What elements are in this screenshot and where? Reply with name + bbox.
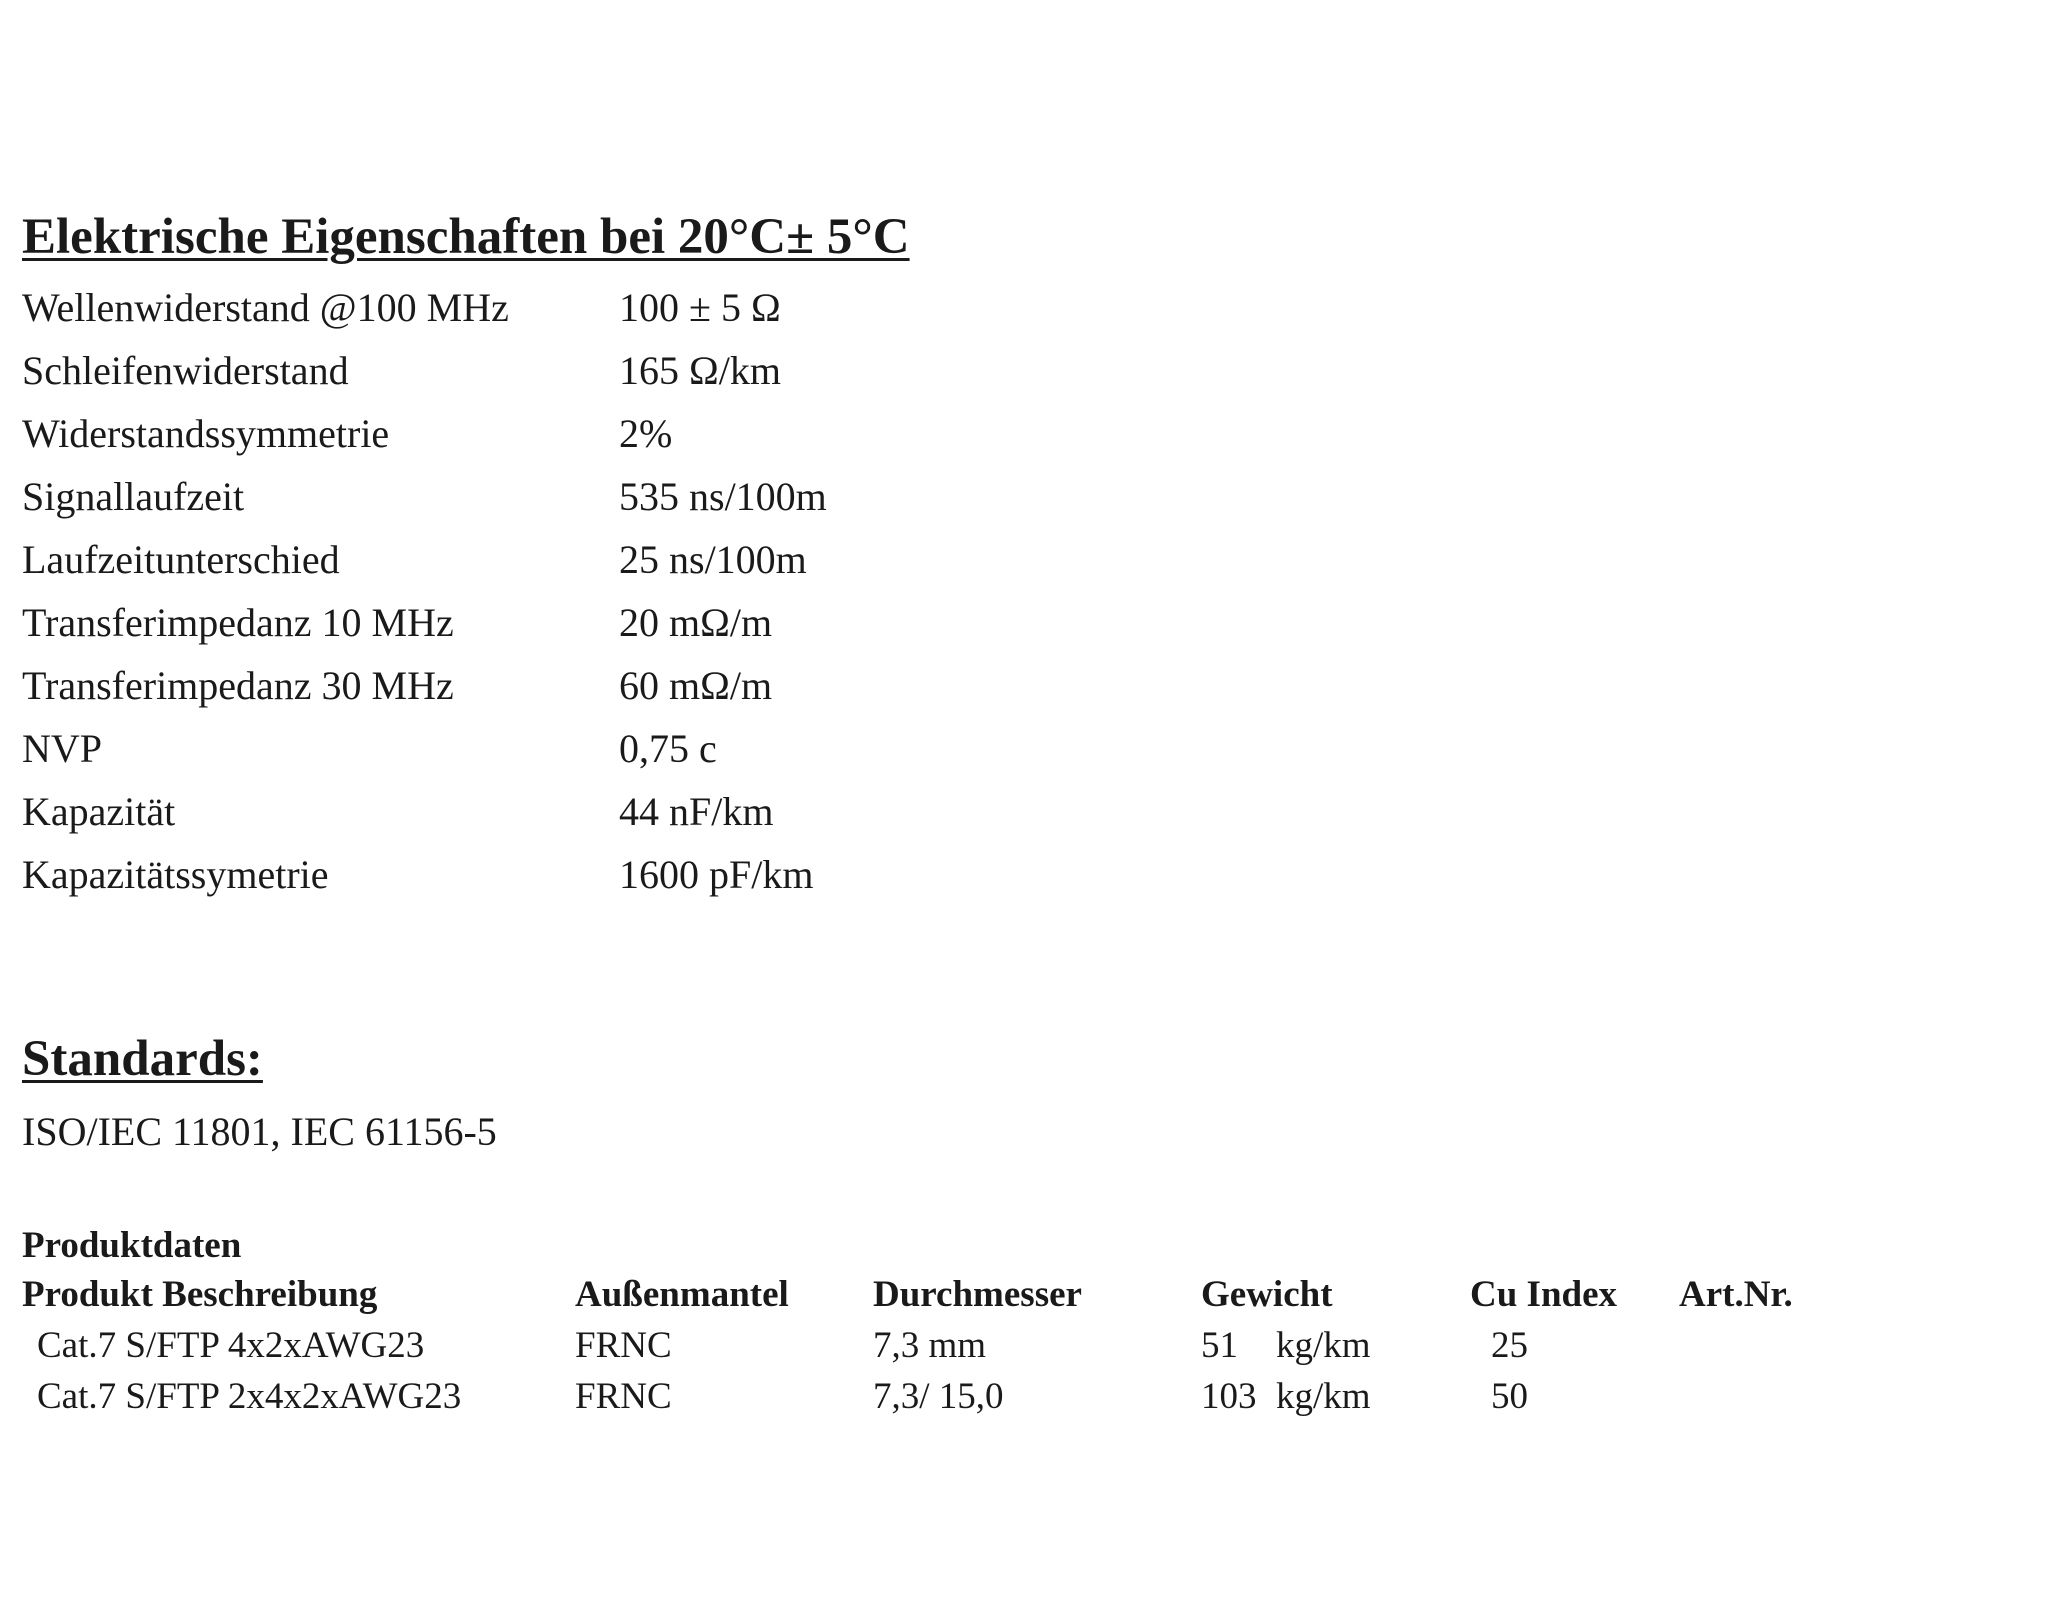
cell-jacket: FRNC	[575, 1376, 672, 1417]
header-art-nr: Art.Nr.	[1679, 1274, 1793, 1315]
cell-cu-index: 50	[1491, 1376, 1528, 1417]
electrical-properties-heading: Elektrische Eigenschaften bei 20°C± 5°C	[22, 209, 910, 265]
property-value: 60 mΩ/m	[619, 663, 773, 708]
product-table-row	[0, 1324, 2059, 1374]
header-jacket: Außenmantel	[575, 1274, 789, 1315]
property-value: 2%	[619, 411, 673, 456]
property-value: 1600 pF/km	[619, 852, 814, 897]
property-label: Wellenwiderstand @100 MHz	[22, 285, 509, 330]
header-cu-index: Cu Index	[1470, 1274, 1618, 1315]
property-value: 25 ns/100m	[619, 537, 807, 582]
cell-weight-unit: kg/km	[1276, 1376, 1371, 1417]
product-data-title: Produktdaten	[22, 1225, 242, 1266]
property-label: Transferimpedanz 10 MHz	[22, 600, 454, 645]
property-value: 44 nF/km	[619, 789, 774, 834]
product-table-header	[0, 1273, 2059, 1323]
header-weight: Gewicht	[1201, 1274, 1333, 1315]
property-value: 0,75 c	[619, 726, 717, 771]
property-value: 20 mΩ/m	[619, 600, 773, 645]
cell-diameter: 7,3 mm	[873, 1325, 987, 1366]
header-description: Produkt Beschreibung	[22, 1274, 378, 1315]
cell-weight: 103	[1201, 1376, 1257, 1417]
header-diameter: Durchmesser	[873, 1274, 1082, 1315]
cell-description: Cat.7 S/FTP 4x2xAWG23	[37, 1325, 425, 1366]
cell-description: Cat.7 S/FTP 2x4x2xAWG23	[37, 1376, 462, 1417]
property-label: Schleifenwiderstand	[22, 348, 349, 393]
cell-diameter: 7,3/ 15,0	[873, 1376, 1004, 1417]
standards-text: ISO/IEC 11801, IEC 61156-5	[22, 1109, 497, 1154]
property-label: Transferimpedanz 30 MHz	[22, 663, 454, 708]
property-value: 535 ns/100m	[619, 474, 827, 519]
cell-jacket: FRNC	[575, 1325, 672, 1366]
property-label: Signallaufzeit	[22, 474, 245, 519]
product-table-row	[0, 1375, 2059, 1425]
property-label: NVP	[22, 726, 103, 771]
standards-heading: Standards:	[22, 1031, 263, 1087]
cell-cu-index: 25	[1491, 1325, 1528, 1366]
property-label: Kapazitätssymetrie	[22, 852, 329, 897]
property-label: Widerstandssymmetrie	[22, 411, 390, 456]
property-label: Laufzeitunterschied	[22, 537, 340, 582]
cell-weight-unit: kg/km	[1276, 1325, 1371, 1366]
property-label: Kapazität	[22, 789, 176, 834]
cell-weight: 51	[1201, 1325, 1238, 1366]
property-value: 100 ± 5 Ω	[619, 285, 781, 330]
property-value: 165 Ω/km	[619, 348, 781, 393]
